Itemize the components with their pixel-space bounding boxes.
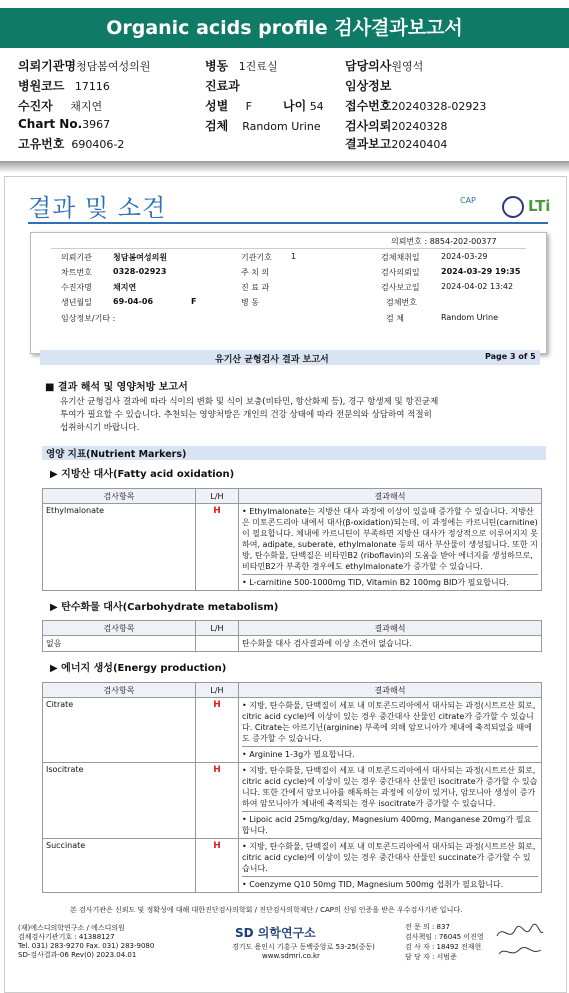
info-label: 생년월일	[61, 298, 92, 307]
section-title: 유기산 균형검사 결과 보고서	[215, 355, 329, 365]
flag-high: H	[196, 698, 239, 763]
interp-text: • 지방, 탄수화물, 단백질이 세포 내 미토콘드리아에서 대사되는 과정(시트르산 회로, citric acid cycle)에 이상이 있는 경우 중간대사 산물인 citrate가 증가할 수 있습니다. Citrate는 아르기닌(arginine) 부족에 의해 암모니아가 체내에 축적되었을 때에도 증가할 수 있습니다.	[242, 701, 536, 743]
info-label: 의뢰기관	[61, 253, 92, 262]
recommendation: • Lipoic acid 25mg/kg/day, Magnesium 400mg, Manganese 20mg가 필요합니다.	[242, 811, 538, 836]
flag-high: H	[196, 504, 239, 591]
carb-table	[42, 620, 542, 652]
ward-label: 병동	[205, 59, 229, 73]
id-label: 고유번호	[18, 137, 65, 151]
doctor-value: 원영석	[391, 60, 424, 73]
ward-value: 1진료실	[238, 60, 278, 73]
col-item: 검사항목	[43, 621, 196, 636]
col-item: 검사항목	[43, 683, 196, 698]
interp-line: 섭취하시기 바랍니다.	[60, 423, 140, 433]
energy-table	[42, 682, 542, 893]
page-number: Page 3 of 5	[485, 352, 536, 361]
request-label: 검사의뢰	[345, 119, 392, 133]
info-value: 2024-03-29 19:35	[441, 267, 521, 276]
hospital-label: 의뢰기관명	[18, 59, 76, 73]
item-name: Isocitrate	[43, 763, 196, 839]
info-value: 1	[291, 252, 297, 261]
info-label: 수진자명	[61, 283, 92, 292]
seal-logo	[502, 196, 524, 218]
table-row	[43, 763, 542, 839]
energy-title: ▶ 에너지 생성(Energy production)	[50, 663, 227, 674]
recommendation: • Coenzyme Q10 50mg TID, Magnesium 500mg 섭취가 필요합니다.	[242, 876, 538, 890]
nutrient-title: 영양 지표(Nutrient Markers)	[42, 446, 546, 460]
col-interp: 결과해석	[239, 683, 542, 698]
request-value: 20240328	[391, 120, 448, 133]
info-value: 청담봄여성의원	[113, 253, 168, 262]
report-banner: Organic acids profile 검사결과보고서	[0, 8, 569, 48]
lab-contact: Tel. 031) 283-9270 Fax. 031) 283-9080	[18, 942, 155, 950]
info-label: 검 체	[386, 314, 404, 323]
staff-tester: 검 사 자 : 18492 전재현	[405, 943, 482, 951]
interp-text	[60, 396, 540, 435]
lti-logo: LTi	[528, 197, 551, 215]
staff-responsible: 검사책임 : 76045 이진영	[405, 933, 484, 941]
patient-header	[0, 55, 569, 160]
hospital-code-label: 병원코드	[18, 79, 65, 93]
staff-list	[405, 922, 484, 962]
table-header-row	[43, 489, 542, 504]
hospital-code-value: 17116	[74, 80, 110, 93]
report-footer	[0, 900, 569, 985]
info-label: 검체채취일	[381, 253, 420, 262]
col-lh: L/H	[196, 621, 239, 636]
flag-empty	[196, 636, 239, 652]
sd-address: 경기도 용인시 기흥구 동백중앙로 53-25(중동)	[232, 943, 375, 951]
interp-line: 유기산 균형검사 결과에 따라 식이의 변화 및 식이 보충(비타민, 항산화제 등), 경구 항생제 및 항진균제	[60, 397, 439, 407]
col-lh: L/H	[196, 683, 239, 698]
table-row	[43, 636, 542, 652]
interp-heading: ■ 결과 해석 및 영양처방 보고서	[45, 382, 188, 393]
chart-value: 3967	[82, 118, 111, 131]
specimen-value: Random Urine	[242, 120, 321, 133]
receipt-value: 20240328-02923	[391, 100, 487, 113]
result-value: 20240404	[391, 138, 448, 151]
interp-text: • 지방, 탄수화물, 단백질이 세포 내 미토콘드리아에서 대사되는 과정(시트르산 회로, citric acid cycle)에 이상이 있는 경우 중간대사 산물인 isocitrate가 증가할 수 있습니다. 또한 간에서 암모니아를 해독하는 과정에 이상이 있거나, 암모니아 생성이 증가하여 암모니아가 체내에 축적되는 경우 isocitrate가 증가할 수 있습니다.	[242, 766, 538, 808]
interp-line: 투여가 필요할 수 있습니다. 추천되는 영양처방은 개인의 건강 상태에 따라 전문의와 상담하여 적절히	[60, 410, 432, 420]
sex-label: 성별	[205, 99, 229, 113]
fatty-table	[42, 488, 542, 591]
item-name: Ethylmalonate	[43, 504, 196, 591]
hospital-value: 청담봄여성의원	[75, 60, 151, 73]
specimen-info-box	[30, 232, 547, 354]
info-label: 임상정보/기타 :	[61, 314, 116, 323]
interp-text: • 지방, 탄수화물, 단백질이 세포 내 미토콘드리아에서 대사되는 과정(시트르산 회로, citric acid cycle)에 이상이 있는 경우 중간대사 산물인 succinate가 증가할 수 있습니다.	[242, 842, 536, 873]
chart-label: Chart No.	[18, 117, 83, 131]
info-value: 69-04-06	[113, 297, 154, 306]
lab-code: 검체검사기관기호 : 41388127	[18, 933, 115, 941]
recommendation: • L-carnitine 500-1000mg TID, Vitamin B2 100mg BID가 필요합니다.	[242, 574, 538, 588]
flag-high: H	[196, 763, 239, 839]
sex-value: F	[245, 100, 252, 113]
info-label: 병 동	[241, 298, 259, 307]
doc-rev: SD-검사결과-06 Rev(0) 2023.04.01	[18, 951, 137, 959]
specimen-label: 검체	[205, 119, 229, 133]
carb-title: ▶ 탄수화물 대사(Carbohydrate metabolism)	[50, 602, 279, 613]
clinical-label: 임상정보	[345, 79, 392, 93]
dept-label: 진료과	[205, 79, 240, 93]
age-label: 나이	[283, 99, 307, 113]
title-rule	[28, 222, 548, 224]
divider-shadow	[0, 161, 569, 173]
staff-specialist: 전 문 의 : 837	[405, 923, 450, 931]
info-value: F	[191, 297, 197, 306]
info-label: 주 치 의	[241, 268, 270, 277]
lab-info	[18, 924, 154, 960]
signature-image	[495, 922, 545, 962]
table-row	[43, 839, 542, 893]
table-row	[43, 504, 542, 591]
col-interp: 결과해석	[239, 489, 542, 504]
item-name: Citrate	[43, 698, 196, 763]
result-label: 결과보고	[345, 137, 392, 151]
info-label: 검체번호	[386, 298, 417, 307]
patient-label: 수진자	[18, 99, 53, 113]
item-name: Succinate	[43, 839, 196, 893]
table-header-row	[43, 621, 542, 636]
interp-cell	[239, 839, 542, 893]
interp-cell	[239, 698, 542, 763]
info-label: 차트번호	[61, 268, 92, 277]
request-no-label: 의뢰번호 :	[391, 237, 428, 246]
cert-text: 본 검사기관은 신뢰도 및 정확성에 대해 대한진단검사의학회 / 진단검사의학재단 / CAP의 신임 인증을 받은 우수검사기관 입니다.	[70, 906, 463, 914]
cap-accredited-logo: CAP	[460, 196, 476, 205]
info-label: 검사의뢰일	[381, 268, 420, 277]
id-value: 690406-2	[71, 138, 125, 151]
col-lh: L/H	[196, 489, 239, 504]
sd-logo: SD 의학연구소	[235, 926, 316, 940]
info-value: 2024-04-02 13:42	[441, 282, 514, 291]
info-value: 채지연	[113, 283, 137, 292]
info-value: 2024-03-29	[441, 252, 488, 261]
col-item: 검사항목	[43, 489, 196, 504]
request-no-value: 8854-202-00377	[429, 237, 497, 246]
info-value: Random Urine	[441, 313, 499, 322]
info-value: 0328-02923	[113, 267, 167, 276]
interp-cell	[239, 504, 542, 591]
doctor-label: 담당의사	[345, 59, 392, 73]
flag-high: H	[196, 839, 239, 893]
info-label: 진 료 과	[241, 283, 270, 292]
patient-value: 채지연	[70, 100, 103, 113]
recommendation: • Arginine 1-3g가 필요합니다.	[242, 746, 538, 760]
lab-name: (재)에스디의학연구소 / 에스디의원	[18, 924, 125, 932]
report-title: 결과 및 소견	[28, 194, 167, 222]
staff-manager: 담 당 자 : 서범준	[405, 953, 457, 961]
table-header-row	[43, 683, 542, 698]
age-value: 54	[309, 100, 324, 113]
interp-cell	[239, 763, 542, 839]
info-label: 검사보고일	[381, 283, 420, 292]
item-name: 없음	[43, 636, 196, 652]
col-interp: 결과해석	[239, 621, 542, 636]
info-label: 기관기호	[241, 253, 272, 262]
fatty-title: ▶ 지방산 대사(Fatty acid oxidation)	[50, 469, 235, 480]
table-row	[43, 698, 542, 763]
sd-web: www.sdmri.co.kr	[262, 952, 320, 960]
interp-cell: 탄수화물 대사 검사결과에 이상 소견이 없습니다.	[239, 636, 542, 652]
interp-text: • Ethylmalonate는 지방산 대사 과정에 이상이 있을때 증가할 수 있습니다. 지방산은 미토콘드리아 내에서 대사(β-oxidation)되는데, 이 과정에는 카르니틴(carnitine)이 필요합니다. 체내에 카르니틴이 부족하면 지방산 대사가 정상적으로 이루어지지 못하여, adipate, suberate, ethylmalonate 등의 대사 부산물이 생성됩니다. 또한 지방, 탄수화물, 단백질은 비타민B2 (riboflavin)의 도움을 받아 에너지를 생성하므로, 비타민B2가 부족한 경우에도 ethylmalonate가 증가할 수 있습니다.	[242, 507, 538, 571]
info-rule	[51, 248, 526, 249]
receipt-label: 접수번호	[345, 99, 392, 113]
section-header-bar	[40, 350, 540, 365]
